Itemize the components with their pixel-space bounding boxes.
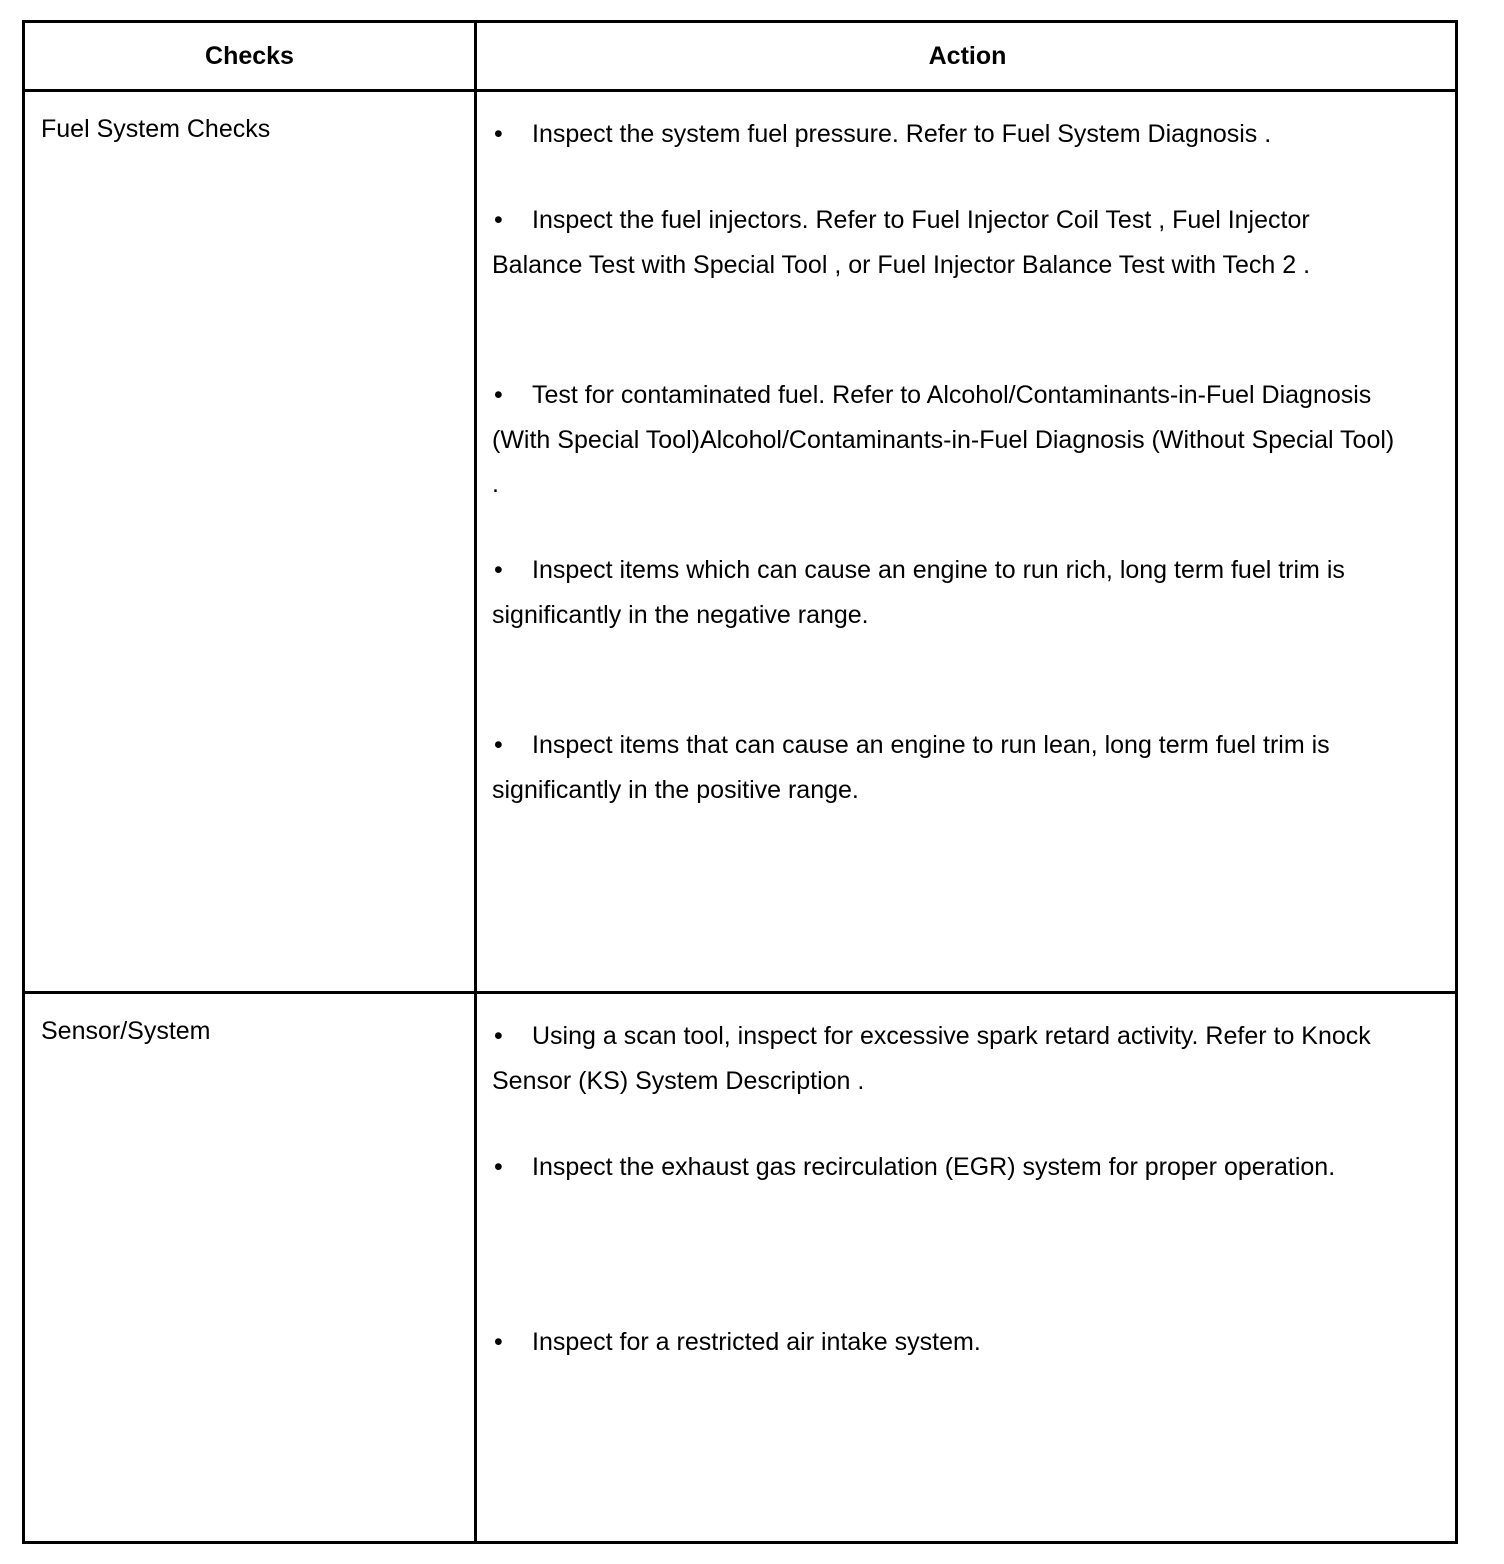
check-fuel-system: Fuel System Checks	[41, 115, 271, 143]
action-text: Inspect items that can cause an engine to run lean, long term fuel trim is significantly in the positive range.	[492, 731, 1330, 804]
bullet-icon: •	[494, 381, 503, 409]
header-checks: Checks	[205, 41, 294, 70]
row-divider	[25, 991, 1455, 994]
action-item	[492, 1014, 1397, 1103]
action-item	[492, 1145, 1397, 1190]
action-text: Using a scan tool, inspect for excessive spark retard activity. Refer to Knock Sensor (KS) System Description .	[492, 1022, 1371, 1095]
action-item	[492, 723, 1397, 812]
action-text: Inspect for a restricted air intake system.	[532, 1328, 981, 1356]
bullet-icon: •	[494, 1153, 503, 1181]
bullet-icon: •	[494, 1022, 503, 1050]
action-item	[492, 548, 1397, 637]
header-divider	[25, 89, 1455, 92]
action-text: Inspect the system fuel pressure. Refer to Fuel System Diagnosis .	[532, 120, 1272, 148]
action-item	[492, 198, 1397, 287]
action-item	[492, 112, 1397, 157]
action-text: Inspect items which can cause an engine to run rich, long term fuel trim is significantly in the negative range.	[492, 556, 1345, 629]
action-item	[492, 373, 1397, 507]
diagnostic-table	[22, 20, 1458, 1544]
column-divider	[474, 23, 477, 1541]
action-item	[492, 1320, 1397, 1365]
action-text: Inspect the fuel injectors. Refer to Fuel Injector Coil Test , Fuel Injector Balance Test with Special Tool , or Fuel Injector Balance Test with Tech 2 .	[492, 206, 1311, 279]
action-text: Inspect the exhaust gas recirculation (EGR) system for proper operation.	[532, 1153, 1336, 1181]
bullet-icon: •	[494, 206, 503, 234]
bullet-icon: •	[494, 120, 503, 148]
header-action: Action	[928, 41, 1007, 70]
bullet-icon: •	[494, 1328, 503, 1356]
action-text: Test for contaminated fuel. Refer to Alcohol/Contaminants-in-Fuel Diagnosis (With Special Tool)Alcohol/Contaminants-in-Fuel Diagnosis (Without Special Tool) .	[492, 381, 1395, 498]
check-sensor-system: Sensor/System	[41, 1017, 211, 1045]
bullet-icon: •	[494, 731, 503, 759]
bullet-icon: •	[494, 556, 503, 584]
